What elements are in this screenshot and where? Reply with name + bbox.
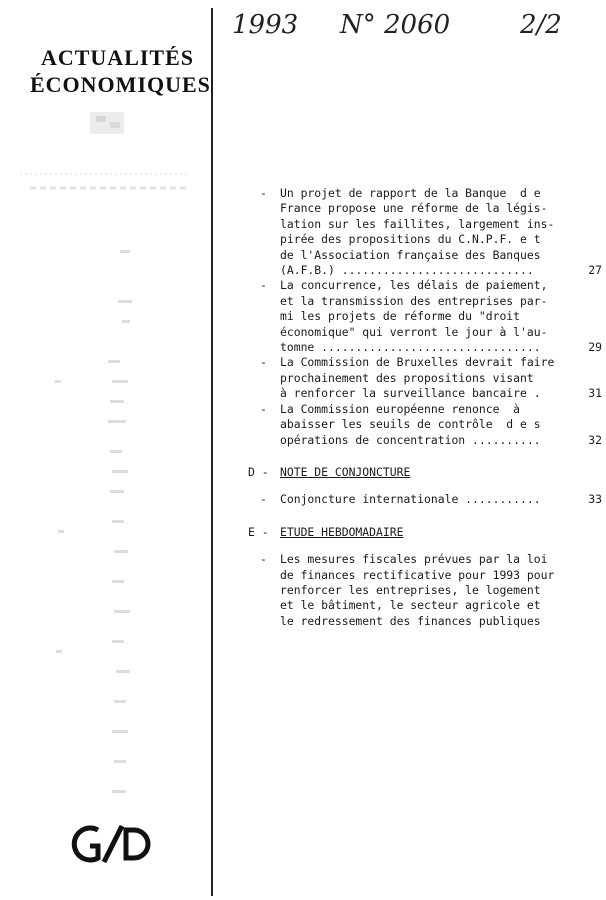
entry-dash: -	[260, 186, 267, 200]
entry-line: Un projet de rapport de la Banque d e	[280, 186, 541, 200]
entry-line: La concurrence, les délais de paiement,	[280, 278, 548, 293]
entry-line: abaisser les seuils de contrôle d e s	[280, 417, 541, 432]
entry-line: de finances rectificative pour 1993 pour	[280, 567, 555, 582]
entry-line: mi les projets de réforme du "droit	[280, 309, 521, 324]
entry-line: tomne ................................	[280, 340, 541, 355]
entry-line: et la transmission des entreprises par-	[280, 293, 548, 308]
vertical-rule	[211, 8, 213, 896]
section-letter: D -	[248, 464, 269, 479]
handwritten-issue-number: N° 2060	[340, 10, 451, 40]
gd-logo	[68, 822, 168, 866]
page-number: 29	[588, 340, 602, 355]
section-e-heading	[232, 525, 602, 540]
entry-line: France propose une réforme de la légis-	[280, 201, 548, 216]
entry-line: La Commission de Bruxelles devrait faire	[280, 355, 555, 370]
entry-line: renforcer les entreprises, le logement	[280, 582, 541, 597]
entry-dash: -	[260, 552, 267, 567]
entry-line: économique" qui verront le jour à l'au-	[280, 324, 548, 339]
toc-entry	[232, 355, 602, 401]
entry-line: Conjoncture internationale ...........	[280, 492, 541, 507]
toc-entry	[232, 278, 602, 355]
entry-dash: -	[260, 278, 267, 293]
section-letter: E -	[248, 524, 269, 539]
entry-line: pirée des propositions du C.N.P.F. e t	[280, 232, 541, 247]
entry-line: La Commission européenne renonce à	[280, 401, 521, 416]
entry-line: et le bâtiment, le secteur agricole et	[280, 598, 541, 613]
masthead-line-1: ACTUALITÉS	[40, 45, 195, 70]
entry-line: à renforcer la surveillance bancaire .	[280, 386, 541, 401]
page-number: 27	[588, 263, 602, 278]
table-of-contents	[232, 186, 602, 629]
section-d-heading	[232, 465, 602, 480]
masthead	[30, 44, 211, 98]
entry-line: prochainement des propositions visant	[280, 370, 534, 385]
handwritten-sheet-number: 2/2	[520, 10, 562, 40]
faded-column-marks	[50, 250, 160, 810]
entry-line: (A.F.B.) ............................	[280, 263, 534, 278]
section-title: ETUDE HEBDOMADAIRE	[280, 524, 404, 539]
toc-entry	[232, 186, 602, 278]
page-number: 32	[588, 432, 602, 447]
entry-dash: -	[260, 401, 267, 416]
toc-entry	[232, 402, 602, 448]
faded-rule-mark	[20, 168, 200, 198]
entry-dash: -	[260, 355, 267, 370]
entry-line: de l'Association française des Banques	[280, 247, 541, 262]
entry-dash: -	[260, 492, 267, 507]
faded-stamp-mark	[88, 108, 128, 138]
masthead-line-2: ÉCONOMIQUES	[30, 72, 211, 97]
page-number: 31	[588, 386, 602, 401]
page-number: 33	[588, 492, 602, 507]
handwritten-year: 1993	[232, 10, 299, 40]
entry-line: lation sur les faillites, largement ins-	[280, 216, 555, 231]
sidebar	[0, 0, 210, 900]
toc-entry	[232, 552, 602, 629]
toc-entry	[232, 492, 602, 507]
entry-line: opérations de concentration ..........	[280, 432, 541, 447]
entry-line: le redressement des finances publiques	[280, 613, 541, 628]
entry-line: Les mesures fiscales prévues par la loi	[280, 552, 548, 567]
section-title: NOTE DE CONJONCTURE	[280, 464, 411, 479]
